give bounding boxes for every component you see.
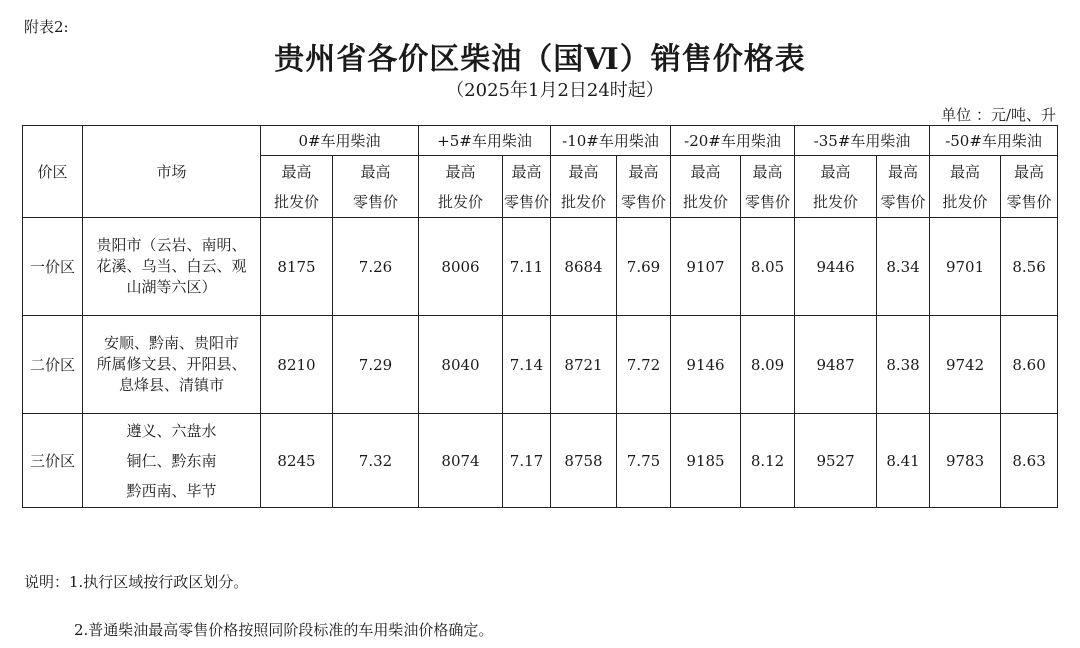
wholesale-price: 8758 — [551, 414, 617, 508]
header-wholesale: 最高 批发价 — [551, 156, 617, 218]
retail-price: 8.56 — [1001, 218, 1058, 316]
wholesale-price: 9446 — [795, 218, 877, 316]
zone-cell: 二价区 — [23, 316, 83, 414]
wholesale-price: 9146 — [671, 316, 741, 414]
table-row — [23, 316, 1058, 414]
wholesale-price: 9701 — [930, 218, 1001, 316]
table-row — [23, 218, 1058, 316]
header-retail: 最高 零售价 — [1001, 156, 1058, 218]
wholesale-price: 8684 — [551, 218, 617, 316]
wholesale-price: 8006 — [419, 218, 503, 316]
retail-price: 7.32 — [333, 414, 419, 508]
wholesale-price: 9527 — [795, 414, 877, 508]
wholesale-price: 8721 — [551, 316, 617, 414]
retail-price: 8.05 — [741, 218, 795, 316]
retail-price: 7.11 — [503, 218, 551, 316]
price-table — [22, 125, 1058, 508]
wholesale-price: 9107 — [671, 218, 741, 316]
header-retail: 最高 零售价 — [503, 156, 551, 218]
retail-price: 7.29 — [333, 316, 419, 414]
retail-price: 8.63 — [1001, 414, 1058, 508]
wholesale-price: 9185 — [671, 414, 741, 508]
header-zone: 价区 — [23, 126, 83, 218]
header-fuel-minus50: -50#车用柴油 — [930, 126, 1058, 156]
retail-price: 7.17 — [503, 414, 551, 508]
market-cell: 遵义、六盘水 铜仁、黔东南 黔西南、毕节 — [83, 414, 261, 508]
wholesale-price: 9487 — [795, 316, 877, 414]
header-row-fuel — [23, 126, 1058, 156]
header-fuel-plus5: +5#车用柴油 — [419, 126, 551, 156]
header-wholesale: 最高 批发价 — [795, 156, 877, 218]
header-retail: 最高 零售价 — [333, 156, 419, 218]
header-fuel-0: 0#车用柴油 — [261, 126, 419, 156]
wholesale-price: 9783 — [930, 414, 1001, 508]
retail-price: 7.75 — [617, 414, 671, 508]
header-fuel-minus20: -20#车用柴油 — [671, 126, 795, 156]
header-retail: 最高 零售价 — [741, 156, 795, 218]
zone-cell: 三价区 — [23, 414, 83, 508]
header-wholesale: 最高 批发价 — [261, 156, 333, 218]
market-cell: 安顺、黔南、贵阳市 所属修文县、开阳县、 息烽县、清镇市 — [83, 316, 261, 414]
attachment-label: 附表2: — [24, 18, 69, 36]
retail-price: 8.34 — [877, 218, 930, 316]
header-wholesale: 最高 批发价 — [930, 156, 1001, 218]
header-wholesale: 最高 批发价 — [671, 156, 741, 218]
note-2: 2.普通柴油最高零售价格按照同阶段标准的车用柴油价格确定。 — [74, 621, 494, 639]
retail-price: 7.69 — [617, 218, 671, 316]
wholesale-price: 8175 — [261, 218, 333, 316]
page-title: 贵州省各价区柴油（国Ⅵ）销售价格表 — [274, 42, 806, 77]
retail-price: 8.12 — [741, 414, 795, 508]
wholesale-price: 8040 — [419, 316, 503, 414]
header-wholesale: 最高 批发价 — [419, 156, 503, 218]
retail-price: 7.14 — [503, 316, 551, 414]
header-fuel-minus10: -10#车用柴油 — [551, 126, 671, 156]
retail-price: 8.41 — [877, 414, 930, 508]
wholesale-price: 8210 — [261, 316, 333, 414]
zone-cell: 一价区 — [23, 218, 83, 316]
unit-label: 单位 ：元/吨、升 — [941, 106, 1056, 124]
retail-price: 7.72 — [617, 316, 671, 414]
table-row — [23, 414, 1058, 508]
wholesale-price: 8074 — [419, 414, 503, 508]
wholesale-price: 9742 — [930, 316, 1001, 414]
retail-price: 8.60 — [1001, 316, 1058, 414]
header-retail: 最高 零售价 — [617, 156, 671, 218]
retail-price: 8.09 — [741, 316, 795, 414]
effective-date: （2025年1月2日24时起） — [446, 80, 664, 101]
header-fuel-minus35: -35#车用柴油 — [795, 126, 930, 156]
note-1: 说明：1.执行区域按行政区划分。 — [24, 573, 249, 591]
retail-price: 7.26 — [333, 218, 419, 316]
retail-price: 8.38 — [877, 316, 930, 414]
wholesale-price: 8245 — [261, 414, 333, 508]
market-cell: 贵阳市（云岩、南明、 花溪、乌当、白云、观 山湖等六区） — [83, 218, 261, 316]
header-market: 市场 — [83, 126, 261, 218]
header-retail: 最高 零售价 — [877, 156, 930, 218]
